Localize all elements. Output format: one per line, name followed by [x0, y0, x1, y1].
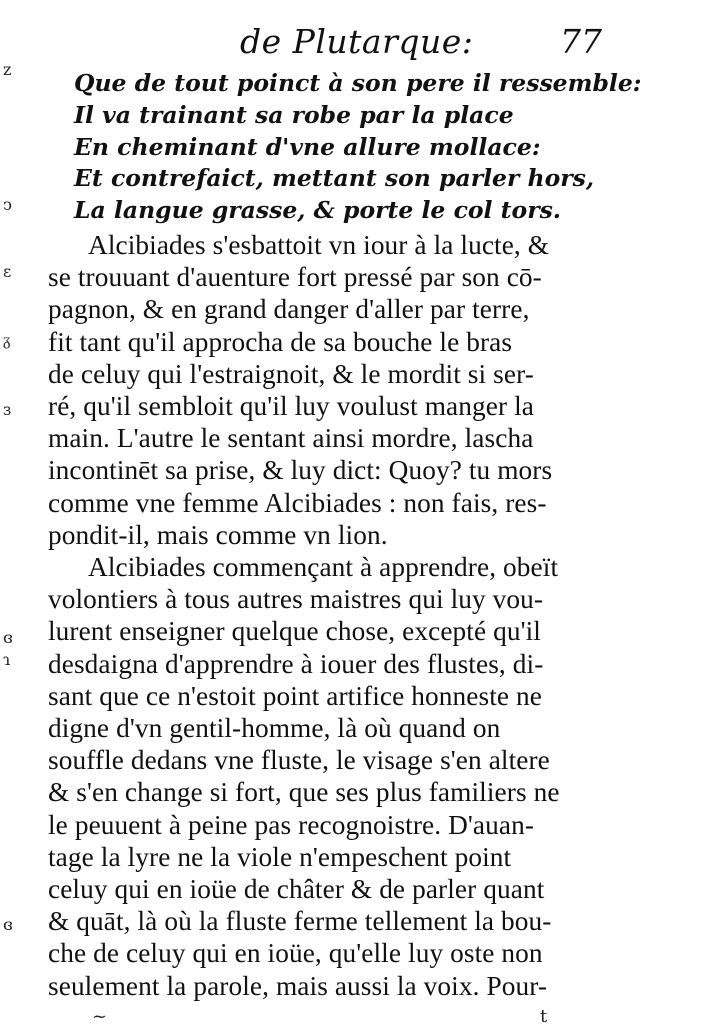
- text-line: desdaigna d'apprendre à iouer des flustes, di-: [48, 648, 544, 679]
- footer-mark: t: [540, 1006, 548, 1027]
- text-line: tage la lyre ne la viole n'empeschent point: [48, 841, 512, 872]
- text-line: digne d'vn gentil-homme, là où quand on: [48, 713, 501, 744]
- text-line: & quāt, là où la fluste ferme tellement la bou-: [48, 906, 552, 937]
- margin-mark: ɿ: [3, 650, 11, 669]
- text-line: volontiers à tous autres maistres qui luy vou-: [48, 584, 544, 615]
- verse-block: [74, 68, 642, 227]
- margin-mark: ɜ: [3, 400, 12, 419]
- text-line: pagnon, & en grand danger d'aller par terre,: [48, 294, 530, 325]
- text-line: de celuy qui l'estraignoit, & le mordit si ser-: [48, 358, 534, 389]
- verse-line: En cheminant d'vne allure mollace:: [74, 132, 541, 161]
- paragraph-1: [48, 229, 618, 551]
- body-text: [48, 229, 618, 1002]
- text-line: souffle dedans vne fluste, le visage s'en altere: [48, 745, 550, 776]
- page-header: [240, 22, 620, 66]
- margin-mark: ɛ: [3, 262, 12, 281]
- verse-line: Il va trainant sa robe par la place: [74, 100, 514, 129]
- verse-line: Que de tout poinct à son pere il ressemble:: [74, 69, 642, 97]
- text-line: Alcibiades commençant à apprendre, obeït: [88, 552, 559, 583]
- text-line: ré, qu'il sembloit qu'il luy voulust manger la: [48, 391, 535, 422]
- text-line: se trouuant d'auenture fort pressé par son cō-: [48, 262, 542, 293]
- verse-line: Et contrefaict, mettant son parler hors,: [74, 164, 595, 193]
- text-line: comme vne femme Alcibiades : non fais, res-: [48, 487, 547, 518]
- margin-mark: ɞ: [3, 628, 13, 647]
- margin-mark: z: [3, 60, 12, 79]
- margin-mark: ɞ: [3, 915, 13, 934]
- text-line: & s'en change si fort, que ses plus familiers ne: [48, 777, 560, 808]
- text-line: seulement la parole, mais aussi la voix. Pour-: [48, 970, 548, 1001]
- text-line: fit tant qu'il approcha de sa bouche le bras: [48, 326, 513, 357]
- verse-line: La langue grasse, & porte le col tors.: [74, 196, 561, 225]
- running-title: de Plutarque:: [240, 22, 474, 61]
- footer-mark: ~: [92, 1006, 108, 1027]
- text-line: incontinēt sa prise, & luy dict: Quoy? tu mors: [48, 455, 553, 486]
- paragraph-2: [48, 551, 618, 1002]
- text-line: sant que ce n'estoit point artifice honneste ne: [48, 680, 542, 711]
- margin-mark: ᵹ: [3, 330, 11, 349]
- text-line: che de celuy qui en ioüe, qu'elle luy oste non: [48, 938, 543, 969]
- margin-mark: ↄ: [3, 195, 12, 214]
- text-line: celuy qui en ioüe de châter & de parler quant: [48, 874, 545, 905]
- text-line: lurent enseigner quelque chose, excepté qu'il: [48, 616, 541, 647]
- text-line: main. L'autre le sentant ainsi mordre, lascha: [48, 423, 534, 454]
- text-line: Alcibiades s'esbattoit vn iour à la lucte, &: [88, 230, 550, 260]
- page-number: 77: [560, 22, 602, 61]
- text-line: le peuuent à peine pas recognoistre. D'auan-: [48, 809, 535, 840]
- text-line: pondit-il, mais comme vn lion.: [48, 519, 388, 550]
